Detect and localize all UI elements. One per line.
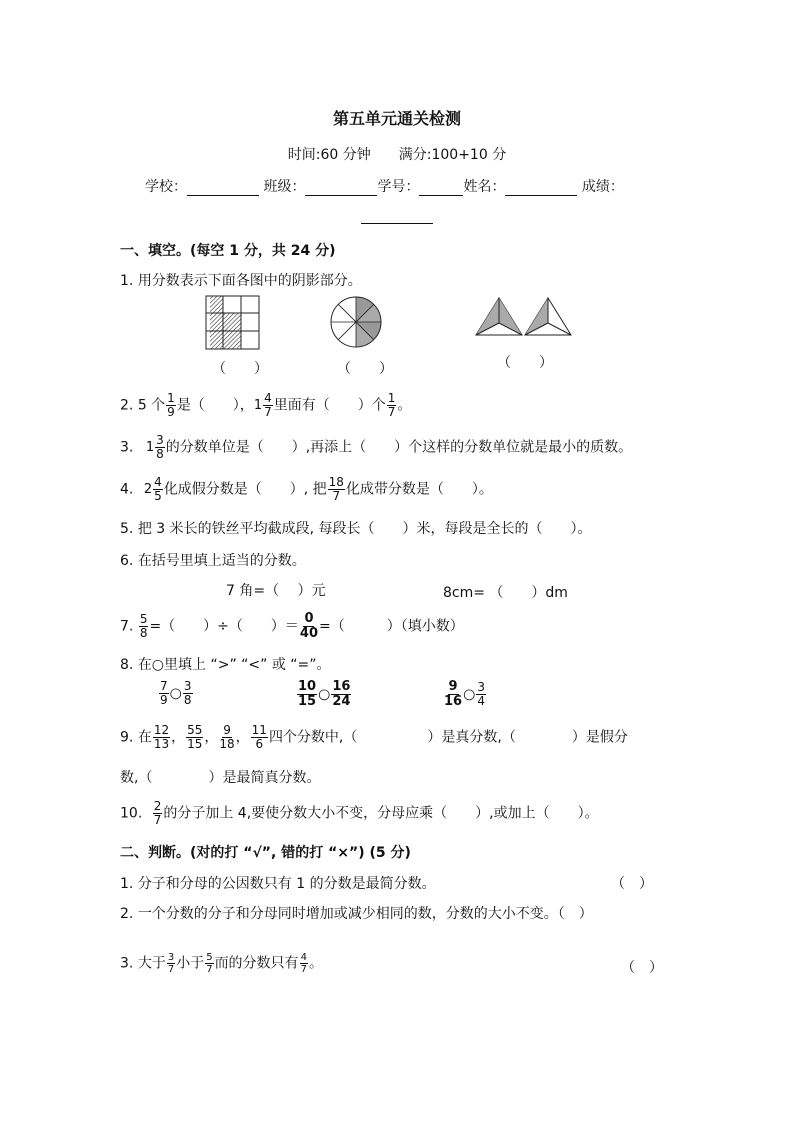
s2-q3-text-b: 小于: [176, 955, 205, 972]
q7-text-a: =（ ）÷（ ）＝: [149, 618, 299, 635]
q4-text-a: 化成假分数是（ ）, 把: [163, 481, 327, 498]
q8-pair-1: [158, 680, 194, 707]
q10-number: 10.: [120, 805, 143, 822]
fraction: $\frac{0}{40}$: [299, 611, 319, 641]
q1: [120, 270, 362, 290]
fraction: $\frac{3}{8}$: [156, 433, 164, 461]
class-field[interactable]: [305, 180, 377, 196]
s2-q1-answer[interactable]: （ ）: [611, 876, 653, 892]
q6: [120, 550, 306, 570]
q2-text-a: 5 个: [137, 397, 166, 414]
s2-q3: [120, 952, 323, 975]
s2-q3-answer[interactable]: （ ）: [621, 960, 663, 976]
q1-number: 1.: [120, 273, 134, 289]
fraction: $\frac{3}{8}$: [183, 679, 192, 707]
q6-right: 8cm= （ ）dm: [443, 585, 568, 601]
page-title: 第五单元通关检测: [332, 109, 461, 128]
class-label: 班级：: [263, 179, 306, 195]
q8-pair-2: [296, 680, 352, 709]
compare-circle[interactable]: ○: [463, 686, 476, 703]
fraction: $\frac{9}{16}$: [444, 679, 463, 709]
fraction: $\frac{5}{8}$: [139, 612, 148, 640]
name-label: 姓名：: [463, 179, 506, 195]
q10: [120, 800, 599, 827]
q8-number: 8.: [120, 657, 134, 673]
circle-figure: [328, 294, 384, 350]
q5: [120, 518, 592, 538]
compare-circle[interactable]: ○: [318, 686, 331, 703]
triangles-figure: [474, 295, 574, 340]
s2-q1-number: 1.: [120, 876, 134, 892]
fraction: $\frac{1}{7}$: [387, 391, 396, 419]
s2-q3-number: 3.: [120, 955, 134, 972]
q2-text-d: 。: [397, 397, 412, 414]
q1-answer-b[interactable]: （ ）: [337, 361, 393, 377]
fraction: $\frac{12}{13}$: [153, 723, 170, 751]
name-field[interactable]: [505, 180, 577, 196]
compare-circle[interactable]: ○: [169, 685, 182, 702]
q6-number: 6.: [120, 553, 134, 569]
fraction: $\frac{3}{4}$: [477, 680, 485, 708]
q4-number: 4.: [120, 481, 134, 498]
s2-q2-text: 一个分数的分子和分母同时增加或减少相同的数，分数的大小不变。（ ）: [137, 906, 593, 922]
fraction: $\frac{16}{24}$: [332, 679, 351, 709]
q1-answer-c[interactable]: （ ）: [497, 355, 553, 371]
q7-text-b: =（ ）（填小数）: [319, 618, 464, 635]
q8-pair-3: [443, 680, 487, 709]
grid-figure: [205, 295, 260, 350]
fraction: $\frac{4}{7}$: [264, 391, 272, 419]
q9-text-b: 四个分数中,（ ）是真分数,（ ）是假分: [268, 729, 628, 746]
id-label: 学号：: [377, 179, 420, 195]
s2-q3-text-d: 。: [308, 955, 323, 972]
q1-text: 用分数表示下面各图中的阴影部分。: [137, 273, 362, 289]
q2-number: 2.: [120, 397, 134, 414]
exam-info: 时间:60 分钟 满分:100+10 分: [287, 147, 507, 163]
q8-text: 在○里填上 “>” “<” 或 “=”。: [137, 657, 331, 673]
school-label: 学校：: [145, 179, 187, 195]
mixed-whole: 1: [145, 440, 155, 455]
q6-text: 在括号里填上适当的分数。: [137, 553, 306, 569]
q9-number: 9.: [120, 729, 134, 746]
fraction: $\frac{3}{7}$: [167, 952, 175, 975]
fraction: $\frac{2}{7}$: [153, 799, 162, 827]
fraction: $\frac{5}{7}$: [206, 952, 213, 975]
fraction: $\frac{11}{6}$: [251, 723, 267, 751]
q4-text-b: 化成带分数是（ ）。: [345, 481, 493, 498]
q9-cont: 数,（ ）是最简真分数。: [120, 770, 321, 786]
s2-q2: [120, 903, 593, 923]
s2-q1-text: 分子和分母的公因数只有 1 的分数是最简分数。: [137, 876, 436, 892]
q9-text-a: 在: [137, 729, 152, 746]
s2-q3-text-a: 大于: [137, 955, 166, 972]
q10-text: 的分子加上 4,要使分数大小不变，分母应乘（ ）,或加上（ ）。: [163, 805, 599, 822]
fraction: $\frac{10}{15}$: [298, 679, 317, 709]
q3-text: 的分数单位是（ ）,再添上（ ）个这样的分数单位就是最小的质数。: [165, 439, 633, 456]
score-field[interactable]: [361, 207, 433, 224]
q9: 9. 在 $\frac{12}{13}$ ， $\frac{55}{15}$ ， $\frac{9}{18}$ ， $\frac{11}{6}$ 四个分数中,（ ）是真分数,（ ）是假分: [120, 723, 628, 751]
q1-answer-a[interactable]: （ ）: [212, 361, 268, 377]
q8: [120, 654, 331, 674]
fraction: $\frac{55}{15}$: [187, 723, 203, 751]
id-field[interactable]: [419, 180, 463, 196]
fraction: $\frac{7}{9}$: [160, 679, 168, 707]
school-field[interactable]: [187, 180, 259, 196]
q4: [120, 476, 493, 503]
q3: [120, 434, 632, 461]
q2-text-b: 是（ ），: [176, 397, 254, 414]
mixed-whole: 1: [253, 398, 263, 413]
mixed-whole: 2: [143, 482, 153, 497]
fraction: $\frac{9}{18}$: [219, 723, 235, 751]
fraction: $\frac{18}{7}$: [328, 475, 344, 503]
q6-left: 7 角=（ ）元: [226, 583, 326, 599]
q7: [120, 612, 464, 641]
q5-text: 把 3 米长的铁丝平均截成段, 每段长（ ）米，每段是全长的（ ）。: [137, 521, 592, 537]
q5-number: 5.: [120, 521, 134, 537]
fraction: $\frac{1}{9}$: [167, 391, 175, 419]
fraction: $\frac{4}{7}$: [300, 952, 307, 975]
q2: [120, 392, 411, 419]
s2-q3-text-c: 而的分数只有: [214, 955, 299, 972]
section1-heading: 一、填空。(每空 1 分，共 24 分): [120, 243, 336, 259]
s2-q2-number: 2.: [120, 906, 134, 922]
student-info-row: [145, 176, 624, 196]
score-label: 成绩：: [581, 179, 624, 195]
q2-text-c: 里面有（ ）个: [273, 397, 386, 414]
fraction: $\frac{4}{5}$: [154, 475, 162, 503]
q3-number: 3.: [120, 439, 134, 456]
section2-heading: 二、判断。(对的打 “√”, 错的打 “×”) (5 分): [120, 845, 411, 861]
q7-number: 7.: [120, 618, 134, 635]
s2-q1: [120, 873, 436, 893]
